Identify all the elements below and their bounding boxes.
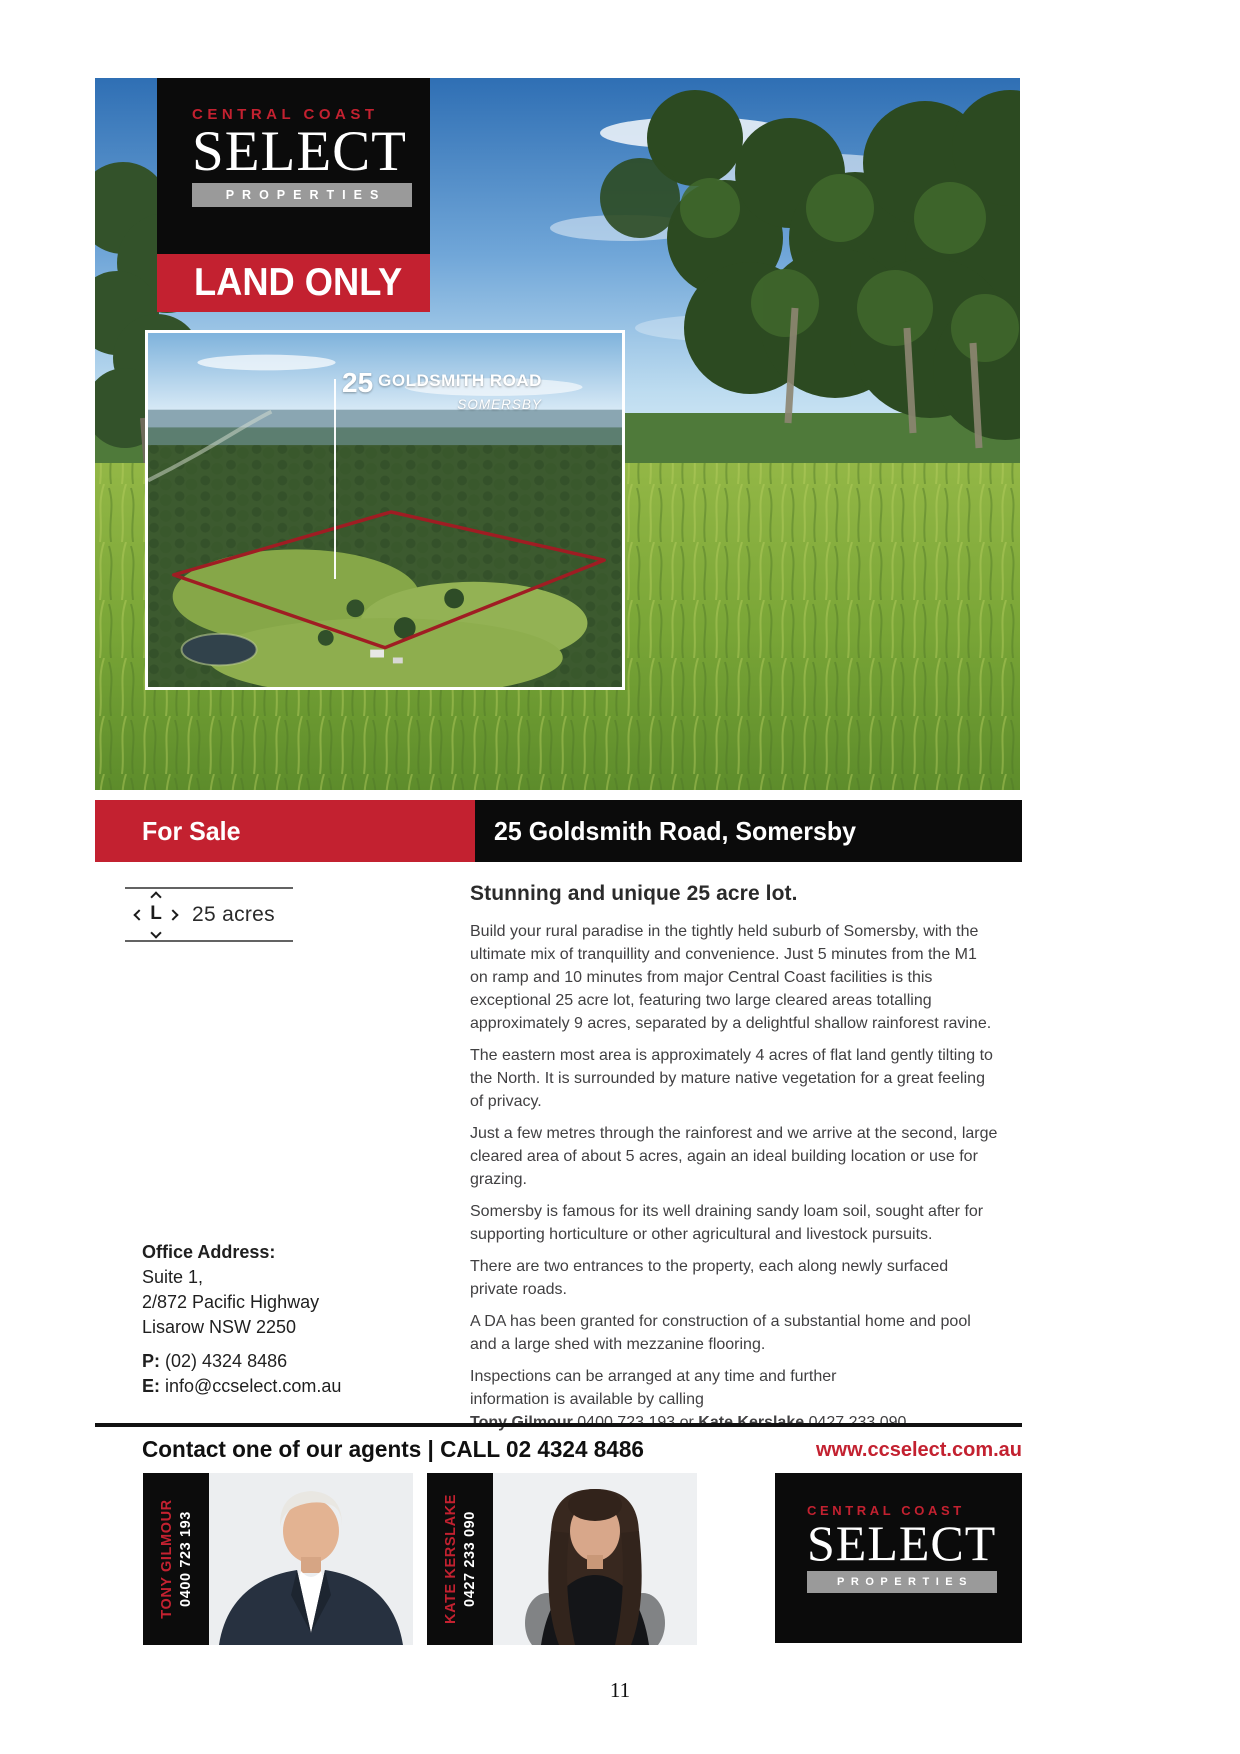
office-address-block xyxy=(142,1240,341,1399)
closing-line1: Inspections can be arranged at any time and further xyxy=(470,1368,837,1385)
address-label: 25 Goldsmith Road, Somersby xyxy=(494,815,857,846)
divider-bottom xyxy=(125,940,293,942)
brand-top-line: CENTRAL COAST xyxy=(807,1503,965,1518)
description-paragraph: There are two entrances to the property, each along newly surfaced private roads. xyxy=(470,1258,949,1298)
agent-phone: 0427 233 090 xyxy=(461,1511,478,1607)
office-address-line: 2/872 Pacific Highway xyxy=(142,1292,320,1312)
address-bar xyxy=(475,800,1022,862)
land-icon-letter: L xyxy=(150,902,162,924)
inset-pointer-line xyxy=(334,379,336,579)
contact-agents-heading: Contact one of our agents | CALL 02 4324 8486 xyxy=(142,1436,644,1462)
agent-name-strip xyxy=(427,1473,493,1645)
agent-photo-kate xyxy=(493,1473,697,1645)
brand-sub-line: PROPERTIES xyxy=(807,1571,997,1593)
inset-street-number: 25 xyxy=(342,367,374,398)
office-address-line: Suite 1, xyxy=(142,1267,204,1287)
agent-phone: 0400 723 193 xyxy=(177,1511,194,1607)
land-only-label: LAND ONLY xyxy=(194,261,403,304)
brand-name: SELECT xyxy=(807,1515,997,1571)
arrow-down-icon xyxy=(150,927,161,938)
brand-top-line: CENTRAL COAST xyxy=(192,106,379,123)
description-paragraph: Just a few metres through the rainforest and we arrive at the second, large cleared area of about 5 acres, again an ideal building location or use for grazing. xyxy=(470,1125,998,1188)
office-address-line: Lisarow NSW 2250 xyxy=(142,1317,297,1337)
for-sale-label: For Sale xyxy=(142,815,241,846)
land-dimensions-icon xyxy=(135,893,177,937)
brand-sub-line: PROPERTIES xyxy=(192,183,412,207)
footer-divider xyxy=(95,1423,1022,1427)
arrow-up-icon xyxy=(150,891,161,902)
arrow-right-icon xyxy=(167,909,178,920)
office-address-heading: Office Address: xyxy=(142,1242,276,1262)
agent-name-strip xyxy=(143,1473,209,1645)
description-heading: Stunning and unique 25 acre lot. xyxy=(470,882,798,905)
description-paragraph: The eastern most area is approximately 4 acres of flat land gently tilting to the North. It is surrounded by mature native vegetation for a great feeling of privacy. xyxy=(470,1047,993,1110)
office-phone: (02) 4324 8486 xyxy=(165,1351,288,1371)
email-label: E: xyxy=(142,1376,160,1396)
property-description xyxy=(470,882,998,1443)
office-phone-row xyxy=(142,1349,341,1374)
phone-label: P: xyxy=(142,1351,160,1371)
agent-name: TONY GILMOUR xyxy=(158,1499,175,1619)
office-email-link[interactable]: info@ccselect.com.au xyxy=(165,1376,342,1396)
brand-name: SELECT xyxy=(192,120,407,183)
agent-photo-tony xyxy=(209,1473,413,1645)
inset-road-name: GOLDSMITH ROAD xyxy=(378,371,542,390)
page-number: 11 xyxy=(609,1678,631,1702)
description-paragraph: Somersby is famous for its well draining sandy loam soil, sought after for supporting horticulture or other agricultural and livestock pursuits. xyxy=(470,1203,984,1243)
description-paragraph: A DA has been granted for construction of a substantial home and pool and a large shed with mezzanine flooring. xyxy=(470,1313,971,1353)
inset-suburb-name: SOMERSBY xyxy=(457,397,542,412)
for-sale-bar xyxy=(95,800,475,862)
agent-name: KATE KERSLAKE xyxy=(442,1494,459,1624)
arrow-left-icon xyxy=(133,909,144,920)
agent-card-tony-gilmour xyxy=(143,1473,413,1645)
website-link[interactable]: www.ccselect.com.au xyxy=(815,1439,1022,1461)
land-only-banner xyxy=(157,254,430,312)
inset-address-label xyxy=(342,369,542,412)
office-email-row xyxy=(142,1374,341,1399)
land-size-value: 25 acres xyxy=(192,902,275,926)
inset-aerial-photo xyxy=(145,330,625,690)
agent-card-kate-kerslake xyxy=(427,1473,697,1645)
land-size-section xyxy=(125,887,293,942)
brand-logo xyxy=(157,78,430,254)
closing-line2: information is available by calling xyxy=(470,1391,704,1408)
description-paragraph: Build your rural paradise in the tightly held suburb of Somersby, with the ultimate mix of tranquillity and convenience. Just 5 minutes from the M1 on ramp and 10 minutes from major Central Coast facilities is this exceptional 25 acre lot, featuring two large cleared areas totalling approximately 9 acres, separated by a delightful shallow rainforest ravine. xyxy=(470,923,992,1032)
brand-logo-footer xyxy=(775,1473,1022,1643)
